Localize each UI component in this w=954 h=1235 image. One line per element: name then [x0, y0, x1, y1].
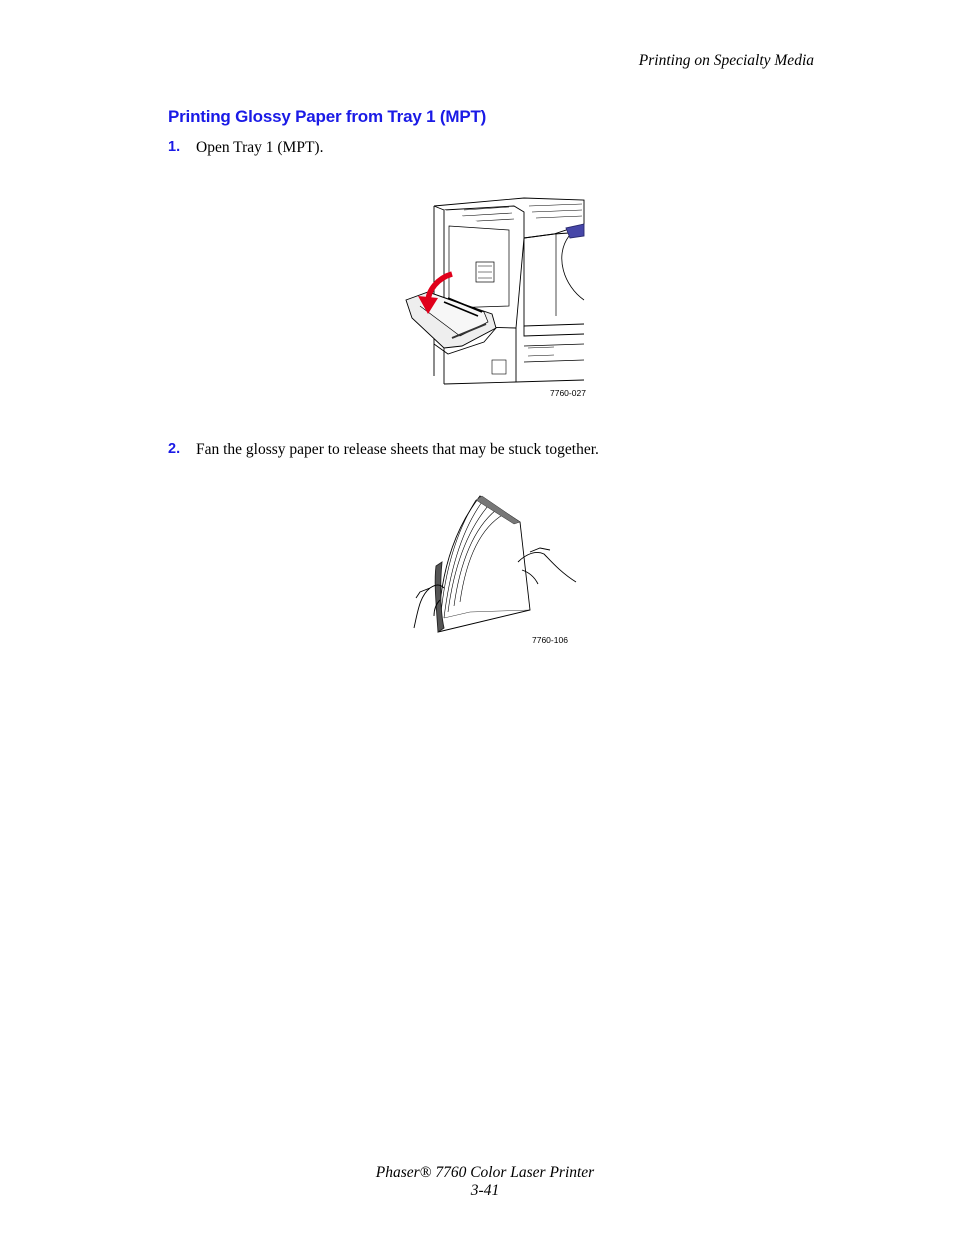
- footer-page-number: 3-41: [470, 1182, 500, 1199]
- figure-code: 7760-027: [550, 388, 586, 398]
- footer-product: Phaser® 7760 Color Laser Printer: [375, 1164, 595, 1181]
- step-1: [168, 139, 323, 157]
- printer-tray-illustration: [404, 196, 588, 400]
- page-footer: [0, 1164, 954, 1200]
- running-header: Printing on Specialty Media: [638, 52, 814, 69]
- step-text: Fan the glossy paper to release sheets that may be stuck together.: [196, 441, 599, 458]
- section-title: Printing Glossy Paper from Tray 1 (MPT): [168, 107, 487, 126]
- step-number: 1.: [168, 139, 181, 155]
- step-number: 2.: [168, 441, 181, 457]
- figure-code: 7760-106: [532, 635, 568, 645]
- fanning-paper-illustration: [410, 492, 582, 648]
- step-text: Open Tray 1 (MPT).: [196, 139, 324, 156]
- step-2: [168, 441, 599, 459]
